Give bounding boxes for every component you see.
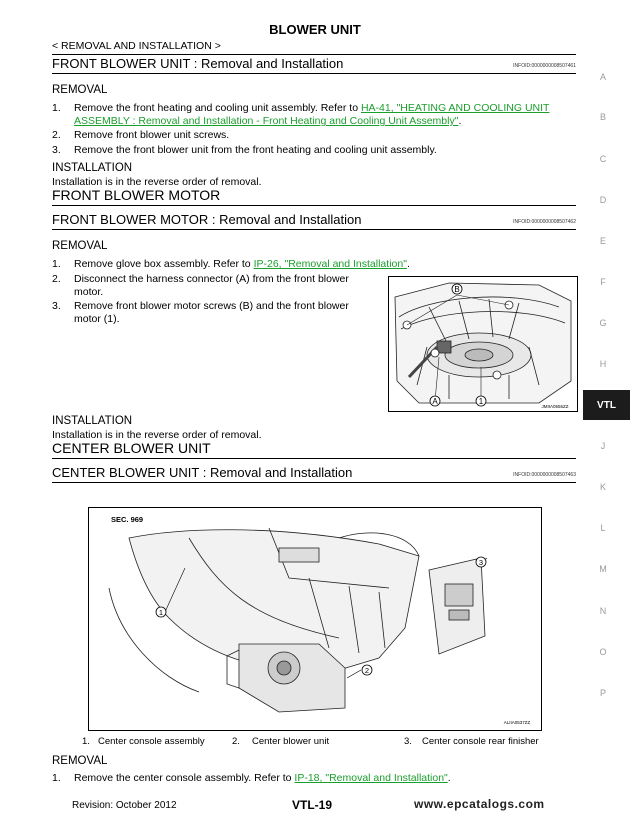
callout-a: A (432, 397, 438, 406)
legend-label: Center blower unit (252, 736, 330, 747)
section-rule (52, 229, 576, 230)
removal-label: REMOVAL (52, 84, 108, 96)
section-title-front-motor: FRONT BLOWER MOTOR (52, 187, 221, 203)
section-heading-front-unit: FRONT BLOWER UNIT : Removal and Installation (52, 56, 344, 71)
step-text: motor (1). (74, 313, 120, 325)
step-text: Remove glove box assembly. Refer to (74, 258, 254, 270)
figure-code: ALIIA0537ZZ (503, 720, 531, 725)
step-text: Disconnect the harness connector (A) from the front blower (74, 273, 349, 285)
side-index-d[interactable]: D (599, 195, 607, 205)
footer-revision: Revision: October 2012 (72, 800, 177, 811)
step-text: . (447, 772, 451, 784)
side-index-e[interactable]: E (599, 236, 606, 246)
step-text: Remove the front blower unit from the front heating and cooling unit assembly. (74, 144, 437, 156)
footer-page-number: VTL-19 (292, 798, 333, 812)
callout-2: 2 (364, 666, 370, 675)
side-index-n[interactable]: N (599, 606, 607, 616)
step-text (74, 258, 410, 271)
step-text (74, 772, 451, 785)
step-text: Remove front blower motor screws (B) and the front blower (74, 300, 349, 312)
step-number: 1. (52, 258, 61, 270)
callout-1: 1 (478, 397, 484, 406)
step-text: motor. (74, 286, 104, 298)
step-number: 3. (52, 144, 61, 156)
section-title-center-unit: CENTER BLOWER UNIT (52, 440, 211, 456)
legend-number: 3. (404, 736, 412, 747)
installation-text: Installation is in the reverse order of removal. (52, 176, 262, 188)
side-index-l[interactable]: L (600, 523, 606, 533)
footer-watermark: www.epcatalogs.com (414, 797, 545, 811)
breadcrumb: < REMOVAL AND INSTALLATION > (52, 40, 221, 52)
step-number: 1. (52, 772, 61, 784)
link-ha-41[interactable]: HA-41, "HEATING AND COOLING UNIT (360, 102, 550, 114)
link-ha-41-cont[interactable]: ASSEMBLY : Removal and Installation - Front Heating and Cooling Unit Assembly" (74, 115, 459, 127)
callout-1: 1 (158, 608, 164, 617)
side-index-o[interactable]: O (599, 647, 607, 657)
blower-motor-illustration (389, 277, 577, 411)
side-index-h[interactable]: H (599, 359, 607, 369)
legend-number: 1. (82, 736, 90, 747)
step-text (74, 102, 580, 128)
side-index-k[interactable]: K (599, 482, 606, 492)
figure-code: JMIIA0556ZZ (541, 404, 569, 409)
section-rule (52, 205, 576, 206)
step-text: Remove the front heating and cooling unit assembly. Refer to (74, 102, 361, 114)
step-text: Remove the center console assembly. Refer to (74, 772, 295, 784)
link-ip-18[interactable]: IP-18, "Removal and Installation" (294, 772, 448, 784)
step-text (74, 300, 384, 326)
front-blower-motor-figure (388, 276, 578, 412)
info-id: INFOID:0000000008507462 (513, 219, 576, 225)
step-text: . (406, 258, 410, 270)
side-index-vtl-active[interactable]: VTL (583, 390, 630, 420)
side-index-g[interactable]: G (599, 318, 607, 328)
side-index-p[interactable]: P (599, 688, 606, 698)
step-text: Remove front blower unit screws. (74, 129, 230, 141)
installation-text: Installation is in the reverse order of removal. (52, 429, 262, 441)
page-title: BLOWER UNIT (269, 22, 361, 37)
info-id: INFOID:0000000008507463 (513, 472, 576, 478)
step-number: 2. (52, 273, 61, 285)
section-rule (52, 54, 576, 55)
side-index-j[interactable]: J (600, 441, 606, 451)
center-console-figure (88, 507, 542, 731)
step-number: 3. (52, 300, 61, 312)
removal-label: REMOVAL (52, 240, 108, 252)
figure-sec: SEC. 969 (111, 515, 144, 524)
legend-label: Center console assembly (98, 736, 205, 747)
legend-number: 2. (232, 736, 240, 747)
removal-label: REMOVAL (52, 755, 108, 767)
step-text (74, 273, 384, 299)
side-index-f[interactable]: F (600, 277, 606, 287)
step-number: 1. (52, 102, 61, 114)
section-rule (52, 458, 576, 459)
section-heading-front-motor: FRONT BLOWER MOTOR : Removal and Installation (52, 212, 362, 227)
callout-b: B (454, 285, 460, 294)
center-console-illustration (89, 508, 541, 730)
side-index-b[interactable]: B (599, 112, 606, 122)
side-index-m[interactable]: M (599, 564, 607, 574)
step-text: . (458, 115, 462, 127)
link-ip-26[interactable]: IP-26, "Removal and Installation" (253, 258, 407, 270)
installation-label: INSTALLATION (52, 415, 133, 427)
legend-label: Center console rear finisher (422, 736, 539, 747)
side-index-c[interactable]: C (599, 154, 607, 164)
installation-label: INSTALLATION (52, 162, 133, 174)
section-rule (52, 482, 576, 483)
info-id: INFOID:0000000008507461 (513, 63, 576, 69)
section-rule (52, 73, 576, 74)
side-index-a[interactable]: A (599, 72, 606, 82)
step-number: 2. (52, 129, 61, 141)
section-heading-center-unit: CENTER BLOWER UNIT : Removal and Installation (52, 465, 353, 480)
callout-3: 3 (478, 558, 484, 567)
